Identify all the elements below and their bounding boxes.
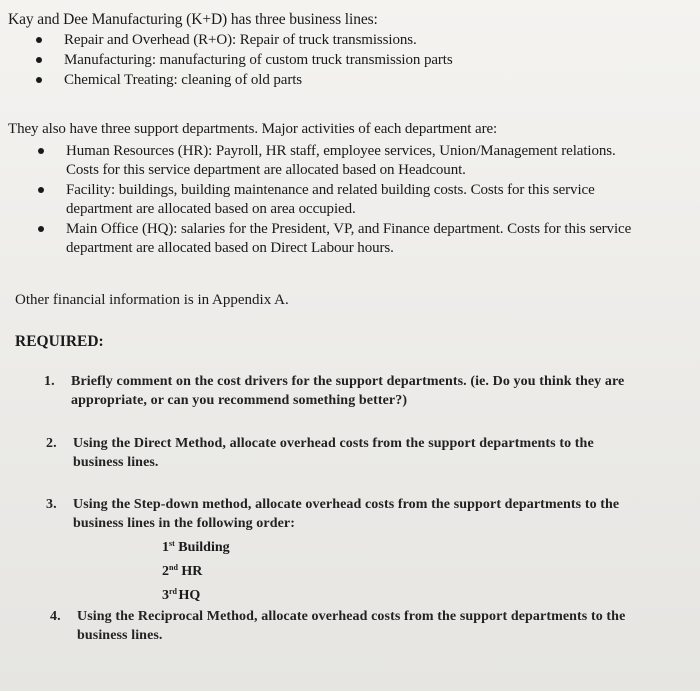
bullet-icon	[36, 57, 42, 63]
support-intro-text: They also have three support departments. Major activities of each department are:	[8, 121, 498, 137]
order-item-name: HQ	[178, 588, 201, 603]
question-4	[50, 607, 687, 645]
question-line: appropriate, or can you recommend something better?)	[71, 393, 408, 408]
department-line: Facility: buildings, building maintenance and related building costs. Costs for this service	[66, 182, 595, 198]
business-lines-list	[64, 31, 453, 91]
question-line: business lines.	[73, 455, 159, 470]
question-number: 4.	[50, 609, 61, 624]
department-line: department are allocated based on Direct Labour hours.	[66, 240, 394, 256]
question-line: business lines in the following order:	[73, 516, 295, 531]
bullet-icon	[38, 187, 44, 193]
support-departments-list	[66, 142, 698, 259]
question-number: 3.	[46, 497, 57, 512]
list-item	[66, 142, 698, 180]
question-line: Using the Direct Method, allocate overhead costs from the support departments to the	[73, 436, 594, 451]
business-line-text: Manufacturing: manufacturing of custom truck transmission parts	[64, 52, 453, 68]
question-line: Using the Reciprocal Method, allocate overhead costs from the support departments to the	[77, 609, 626, 624]
question-line: business lines.	[77, 628, 163, 643]
order-item: 3rd HQ	[162, 587, 201, 603]
question-3	[46, 495, 683, 533]
order-item: 2nd HR	[162, 563, 203, 579]
business-line-text: Repair and Overhead (R+O): Repair of truck transmissions.	[64, 32, 417, 48]
required-heading: REQUIRED:	[15, 333, 104, 350]
department-line: Main Office (HQ): salaries for the President, VP, and Finance department. Costs for this service	[66, 221, 632, 237]
order-item-name: HR	[181, 564, 203, 579]
question-line: Briefly comment on the cost drivers for the support departments. (ie. Do you think they are	[71, 374, 625, 389]
list-item	[66, 220, 698, 258]
other-info-text: Other financial information is in Appendix A.	[15, 292, 289, 308]
bullet-icon	[36, 77, 42, 83]
question-1	[44, 372, 691, 410]
business-line-text: Chemical Treating: cleaning of old parts	[64, 72, 303, 88]
list-item	[64, 31, 453, 50]
list-item	[64, 51, 453, 70]
intro-text: Kay and Dee Manufacturing (K+D) has three business lines:	[8, 11, 378, 28]
bullet-icon	[38, 226, 44, 232]
department-line: department are allocated based on area occupied.	[66, 201, 356, 217]
question-number: 2.	[46, 436, 57, 451]
step-down-order-list	[162, 534, 230, 606]
question-line: Using the Step-down method, allocate overhead costs from the support departments to the	[73, 497, 620, 512]
question-2	[46, 434, 673, 472]
list-item	[66, 181, 698, 219]
order-item: 1st Building	[162, 539, 230, 555]
list-item	[64, 71, 453, 90]
department-line: Human Resources (HR): Payroll, HR staff, employee services, Union/Management relations.	[66, 143, 616, 159]
bullet-icon	[38, 148, 44, 154]
bullet-icon	[36, 37, 42, 43]
department-line: Costs for this service department are allocated based on Headcount.	[66, 162, 466, 178]
question-number: 1.	[44, 374, 55, 389]
order-item-name: Building	[178, 540, 230, 555]
